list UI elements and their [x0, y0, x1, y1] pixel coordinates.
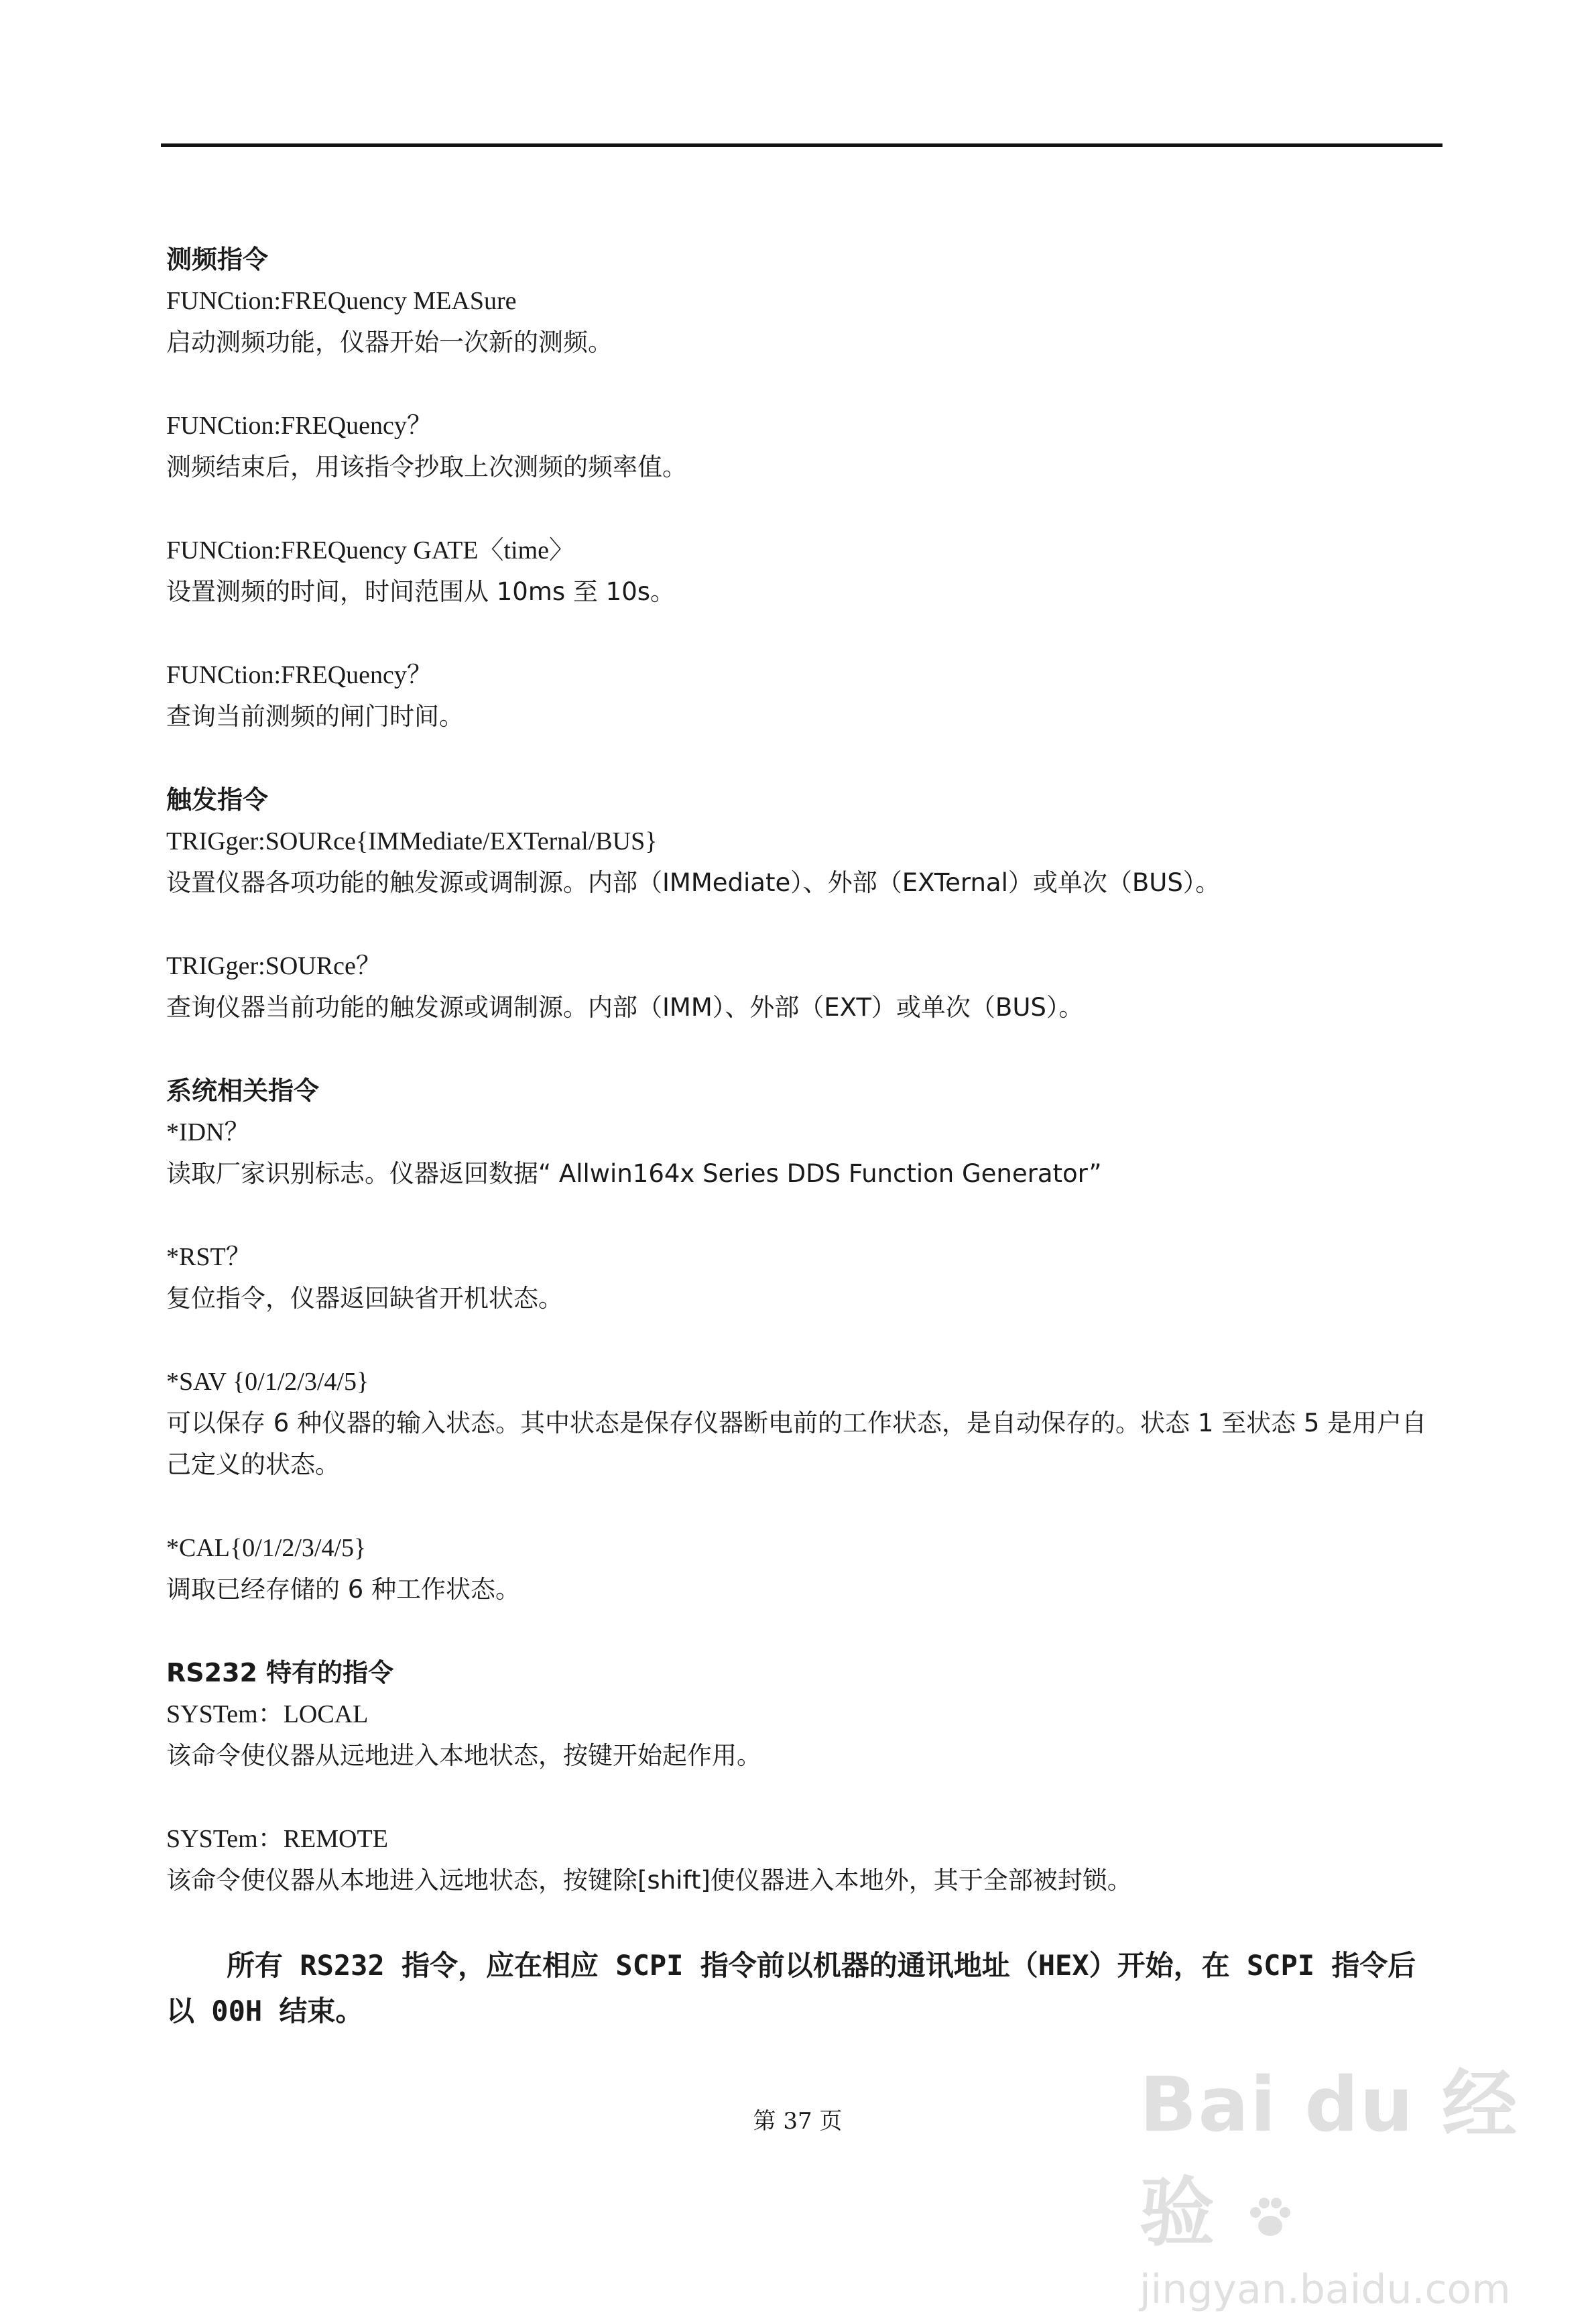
command-description: 测频结束后，用该指令抄取上次测频的频率值。 [166, 453, 687, 481]
command-item [166, 945, 1442, 1028]
command-syntax: SYSTem：LOCAL [166, 1700, 369, 1728]
section-rs232 [166, 1652, 1442, 1901]
section-frequency [166, 239, 1442, 737]
command-syntax: SYSTem：REMOTE [166, 1825, 388, 1853]
header-rule [161, 143, 1442, 147]
command-description: 查询仪器当前功能的触发源或调制源。内部（IMM）、外部（EXT）或单次（BUS）。 [166, 993, 1084, 1022]
command-item [166, 530, 1442, 613]
paw-icon [1243, 2191, 1297, 2245]
command-item [166, 1361, 1442, 1486]
section-heading: 系统相关指令 [166, 1076, 320, 1106]
watermark-url: jingyan.baidu.com [1140, 2266, 1511, 2313]
page-number: 第 37 页 [753, 2108, 843, 2135]
command-description: 启动测频功能，仪器开始一次新的测频。 [166, 328, 613, 357]
section-system [166, 1070, 1442, 1610]
command-syntax: FUNCtion:FREQuency GATE〈time〉 [166, 536, 575, 565]
command-item [166, 405, 1442, 488]
watermark-logo-text: Bai du 经验 [1140, 2062, 1519, 2257]
command-description: 读取厂家识别标志。仪器返回数据“ Allwin164x Series DDS Function Generator” [166, 1159, 1102, 1188]
command-description: 设置仪器各项功能的触发源或调制源。内部（IMMediate）、外部（EXTernal）或单次（BUS）。 [166, 868, 1221, 897]
command-syntax: *IDN？ [166, 1118, 250, 1146]
command-description: 调取已经存储的 6 种工作状态。 [166, 1575, 521, 1604]
section-heading: 测频指令 [166, 245, 269, 274]
document-body [166, 239, 1442, 2034]
rs232-note: 所有 RS232 指令，应在相应 SCPI 指令前以机器的通讯地址（HEX）开始，在 SCPI 指令后以 00H 结束。 [166, 1949, 1416, 2027]
command-syntax: *SAV {0/1/2/3/4/5} [166, 1368, 369, 1396]
command-syntax: TRIGger:SOURce{IMMediate/EXTernal/BUS} [166, 827, 658, 855]
command-description: 查询当前测频的闸门时间。 [166, 702, 464, 731]
command-item [166, 821, 1442, 904]
command-description: 该命令使仪器从远地进入本地状态，按键开始起作用。 [166, 1741, 761, 1770]
command-item [166, 1818, 1442, 1901]
command-syntax: FUNCtion:FREQuency MEASure [166, 287, 517, 315]
command-description: 可以保存 6 种仪器的输入状态。其中状态是保存仪器断电前的工作状态，是自动保存的。状态 1 至状态 5 是用户自己定义的状态。 [166, 1409, 1427, 1479]
baidu-jingyan-watermark [1140, 2045, 1569, 2313]
command-description: 该命令使仪器从本地进入远地状态，按键除[shift]使仪器进入本地外，其于全部被封锁。 [166, 1866, 1132, 1895]
section-heading: RS232 特有的指令 [166, 1658, 394, 1687]
command-syntax: FUNCtion:FREQuency？ [166, 412, 432, 440]
command-item [166, 1694, 1442, 1777]
command-syntax: *CAL{0/1/2/3/4/5} [166, 1534, 367, 1562]
command-syntax: TRIGger:SOURce？ [166, 952, 381, 980]
command-item [166, 1527, 1442, 1610]
command-syntax: FUNCtion:FREQuency？ [166, 661, 432, 689]
command-item [166, 1112, 1442, 1195]
command-description: 设置测频的时间，时间范围从 10ms 至 10s。 [166, 577, 676, 606]
command-item [166, 280, 1442, 363]
command-item [166, 654, 1442, 737]
command-syntax: *RST？ [166, 1243, 251, 1271]
watermark-logo [1140, 2045, 1569, 2261]
section-trigger [166, 779, 1442, 1028]
command-item [166, 1236, 1442, 1319]
section-heading: 触发指令 [166, 785, 269, 815]
command-description: 复位指令，仪器返回缺省开机状态。 [166, 1284, 563, 1313]
